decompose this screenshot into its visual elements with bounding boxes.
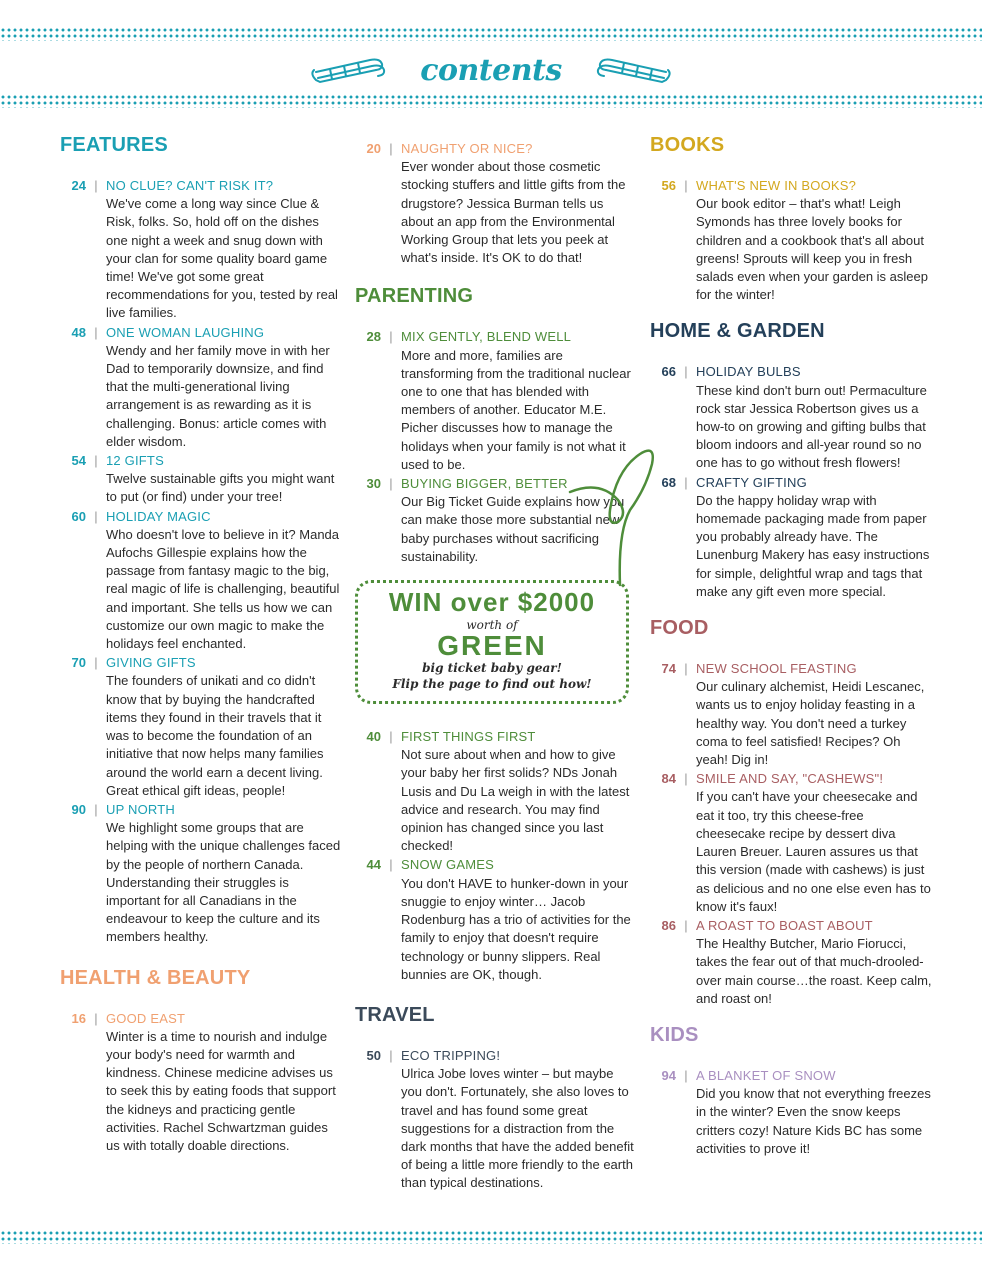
article-description: Twelve sustainable gifts you might want to put (or find) under your tree!: [106, 471, 335, 505]
toc-item[interactable]: 30 | BUYING BIGGER, BETTER Our Big Ticket Guide explains how you can make those more substantial new baby purchases without sacrificing sustainability.: [355, 475, 637, 566]
page-number: 90: [71, 801, 86, 817]
promo-subline: worth of: [466, 618, 518, 633]
page-title: contents: [420, 52, 562, 88]
page-number: 20: [366, 141, 381, 156]
column-middle: [355, 140, 637, 1207]
toc-item[interactable]: 74 | NEW SCHOOL FEASTING Our culinary alchemist, Heidi Lescanec, wants us to enjoy holiday feasting in a healthy way. You don't need a turkey coma to feel satisfied! Recipes? Oh yeah! Dig in!: [650, 660, 932, 769]
section-heading: PARENTING: [355, 285, 474, 308]
article-description: If you can't have your cheesecake and eat it too, try this cheese-free cheesecake recipe by dessert diva Lauren Breuer. Lauren assures us that this version (made with cashews) is just as delicious and no one else even has to know it's faux!: [696, 789, 931, 914]
article-title: ONE WOMAN LAUGHING: [106, 324, 265, 340]
article-title: WHAT'S NEW IN BOOKS?: [696, 178, 857, 193]
article-description: Who doesn't love to believe in it? Manda Aufochs Gillespie explains how the passage from fantasy magic to the big, real magic of life is challenging, beautiful and important. She tells us how we can customize our own magic to make the holidays feel enchanted.: [106, 526, 340, 652]
toc-item[interactable]: 56 | WHAT'S NEW IN BOOKS? Our book editor – that's what! Leigh Symonds has three lovely books for children and a cookbook that's all about greens! Sprouts will keep you in fresh salads even when your garden is asleep for the winter!: [650, 177, 932, 304]
article-description: These kind don't burn out! Permaculture rock star Jessica Robertson gives us a how-to on growing and gifting bulbs that bloom indoors and all-year round so no one has to go without fresh flowers!: [696, 382, 927, 471]
article-title: MIX GENTLY, BLEND WELL: [401, 329, 572, 345]
toc-item[interactable]: 66 | HOLIDAY BULBS These kind don't burn out! Permaculture rock star Jessica Robertson gives us a how-to on growing and gifting bulbs that bloom indoors and all-year round so no one has to go without fresh flowers!: [650, 363, 932, 472]
section-heading: HEALTH & BEAUTY: [60, 966, 251, 989]
page-number: 24: [71, 178, 86, 193]
page-number: 48: [71, 324, 86, 340]
article-description: Winter is a time to nourish and indulge your body's need for warmth and kindness. Chinese medicine advises us to seek this by eating foods that support the kidneys and practicing gentle activities. Rachel Schwartzman guides us with totally doable directions.: [106, 1028, 336, 1153]
page-number: 28: [366, 329, 381, 345]
article-title: A ROAST TO BOAST ABOUT: [696, 917, 873, 933]
section-heading: KIDS: [650, 1023, 699, 1046]
article-description: Did you know that not everything freezes in the winter? Even the snow keeps critters cozy! Nature Kids BC has some activities to prove it!: [696, 1086, 931, 1156]
article-description: The founders of unikati and co didn't know that by buying the handcrafted items they found in their travels that it was to become the foundation of an initiative that now helps many families around the world earn a decent living. Great ethical gift ideas, people!: [106, 673, 324, 798]
page-number: 74: [661, 661, 676, 677]
giveaway-promo[interactable]: [355, 580, 629, 704]
article-description: We highlight some groups that are helping with the unique challenges faced by the people of northern Canada. Understanding their struggles is important for all Canadians in the endeavour to keep the culture and its members healthy.: [106, 820, 341, 945]
toc-item[interactable]: 28 | MIX GENTLY, BLEND WELL More and more, families are transforming from the traditional nuclear one to one that has blended with members of another. Educator M.E. Picher discusses how to manage the holidays when your family is not what it used to be.: [355, 328, 637, 474]
article-title: A BLANKET OF SNOW: [696, 1067, 836, 1083]
page-number: 70: [71, 655, 86, 671]
toc-item[interactable]: 50 | ECO TRIPPING! Ulrica Jobe loves winter – but maybe you don't. Fortunately, she also loves to travel and has found some great suggestions for a distraction from the dark months that have the added benefit of being a little more friendly to the earth than typical destinations.: [355, 1047, 637, 1193]
section-parenting-continued: [355, 728, 637, 984]
section-features: [60, 134, 342, 947]
toc-item[interactable]: 24 | NO CLUE? CAN'T RISK IT? We've come a long way since Clue & Risk, folks. So, hold off on the dishes one night a week and snug down with your clan for some quality board game time! We've got some great recommendations for you, tested by real live families.: [60, 177, 342, 323]
section-health-beauty: [60, 967, 342, 1156]
page-number: 40: [366, 729, 381, 745]
section-heading: FEATURES: [60, 134, 168, 156]
article-description: We've come a long way since Clue & Risk, folks. So, hold off on the dishes one night a week and snug down with your clan for some quality board game time! We've got some great recommendations for you, tested by real live families.: [106, 196, 338, 321]
article-description: Ever wonder about those cosmetic stocking stuffers and little gifts from the drugstore? Jessica Burman tells us about an app from the Environmental Working Group that lets you peek at what's inside. It's OK to do that!: [401, 159, 626, 266]
page-number: 84: [661, 771, 676, 787]
section-heading: BOOKS: [650, 134, 725, 156]
article-title: 12 GIFTS: [106, 453, 164, 469]
toc-item[interactable]: 90 | UP NORTH We highlight some groups that are helping with the unique challenges faced by the people of northern Canada. Understanding their struggles is important for all Canadians in the endeavour to keep the culture and its members healthy.: [60, 801, 342, 947]
article-description: Our book editor – that's what! Leigh Symonds has three lovely books for children and a cookbook that's all about greens! Sprouts will keep you in fresh salads even when your garden is asleep for the winter!: [696, 196, 928, 303]
toc-item[interactable]: 60 | HOLIDAY MAGIC Who doesn't love to believe in it? Manda Aufochs Gillespie explains how the passage from fantasy magic to the big, real magic of life is challenging, beautiful and important. She tells us how we can customize our own magic to make the holidays feel enchanted.: [60, 508, 342, 654]
promo-gear: big ticket baby gear!: [422, 661, 562, 676]
article-description: Ulrica Jobe loves winter – but maybe you don't. Fortunately, she also loves to travel and has found some great suggestions for a distraction from the dark months that have the added benefit of being a little more friendly to the earth than typical destinations.: [401, 1066, 634, 1191]
toc-item[interactable]: 68 | CRAFTY GIFTING Do the happy holiday wrap with homemade packaging made from paper you probably already have. The Lunenburg Makery has easy instructions for simple, delightful wrap and tags that make any gift even more special.: [650, 474, 932, 601]
section-kids: [650, 1024, 932, 1158]
top-dotted-border: [0, 27, 982, 41]
toc-item[interactable]: 20 | NAUGHTY OR NICE? Ever wonder about those cosmetic stocking stuffers and little gifts from the drugstore? Jessica Burman tells us about an app from the Environmental Working Group that lets you peek at what's inside. It's OK to do that!: [355, 140, 637, 267]
article-description: Our Big Ticket Guide explains how you can make those more substantial new baby purchases without sacrificing sustainability.: [401, 494, 625, 564]
article-title: BUYING BIGGER, BETTER: [401, 476, 568, 492]
article-title: SMILE AND SAY, "CASHEWS"!: [696, 771, 884, 787]
header-dotted-border: [0, 94, 982, 108]
page-number: 16: [71, 1010, 86, 1026]
page-number: 60: [71, 508, 86, 524]
article-title: UP NORTH: [106, 801, 176, 817]
article-description: Wendy and her family move in with her Dad to temporarily downsize, and find that the multi-generational living arrangement is as rewarding as it is challenging. Bonus: article comes with elder wisdom.: [106, 342, 330, 449]
page-number: 68: [661, 474, 676, 490]
toc-item[interactable]: 54 | 12 GIFTS Twelve sustainable gifts you might want to put (or find) under your tree!: [60, 452, 342, 507]
masthead: [0, 46, 982, 94]
article-title: FIRST THINGS FIRST: [401, 729, 536, 745]
section-books: [650, 134, 932, 304]
page-number: 30: [366, 476, 381, 492]
article-title: HOLIDAY BULBS: [696, 364, 801, 380]
article-description: Do the happy holiday wrap with homemade packaging made from paper you probably already have. The Lunenburg Makery has easy instructions for simple, delightful wrap and tags that make any gift even more special.: [696, 492, 930, 599]
section-continued: [355, 140, 637, 267]
article-description: The Healthy Butcher, Mario Fiorucci, takes the fear out of that much-drooled-over main course…the roast. Keep calm, and roast on!: [696, 936, 932, 1006]
promo-cta: Flip the page to find out how!: [392, 677, 592, 692]
article-title: ECO TRIPPING!: [401, 1047, 501, 1063]
sled-left-icon: [310, 52, 390, 88]
page-number: 94: [661, 1067, 676, 1083]
article-title: GOOD EAST: [106, 1010, 186, 1026]
article-title: CRAFTY GIFTING: [696, 474, 807, 490]
bottom-dotted-border: [0, 1230, 982, 1244]
toc-item[interactable]: 84 | SMILE AND SAY, "CASHEWS"! If you can't have your cheesecake and eat it too, try this cheese-free cheesecake recipe by dessert diva Lauren Breuer. Lauren assures us that this version (made with cashews) is just as delicious and no one else even has to know it's faux!: [650, 770, 932, 916]
toc-item[interactable]: 70 | GIVING GIFTS The founders of unikati and co didn't know that by buying the handcrafted items they found in their travels that it was to become the foundation of an initiative that now helps many families around the world earn a decent living. Great ethical gift ideas, people!: [60, 654, 342, 800]
toc-item[interactable]: 86 | A ROAST TO BOAST ABOUT The Healthy Butcher, Mario Fiorucci, takes the fear out of that much-drooled-over main course…the roast. Keep calm, and roast on!: [650, 917, 932, 1008]
article-title: NAUGHTY OR NICE?: [401, 141, 533, 156]
toc-item[interactable]: 94 | A BLANKET OF SNOW Did you know that not everything freezes in the winter? Even the snow keeps critters cozy! Nature Kids BC has some activities to prove it!: [650, 1067, 932, 1158]
section-heading: FOOD: [650, 617, 709, 640]
article-title: SNOW GAMES: [401, 857, 495, 873]
promo-headline: WIN over $2000: [388, 587, 596, 618]
article-title: GIVING GIFTS: [106, 655, 196, 671]
toc-item[interactable]: 48 | ONE WOMAN LAUGHING Wendy and her family move in with her Dad to temporarily downsize, and find that the multi-generational living arrangement is as rewarding as it is challenging. Bonus: article comes with elder wisdom.: [60, 324, 342, 451]
page-number: 56: [661, 178, 676, 193]
section-home-garden: [650, 320, 932, 601]
article-description: Our culinary alchemist, Heidi Lescanec, wants us to enjoy holiday feasting in a healthy way. You don't need a turkey coma to feel satisfied! Recipes? Oh yeah! Dig in!: [696, 679, 925, 768]
sled-right-icon: [592, 52, 672, 88]
column-left: [60, 134, 342, 1169]
article-title: NO CLUE? CAN'T RISK IT?: [106, 178, 274, 193]
page-number: 54: [71, 453, 86, 469]
section-food: [650, 617, 932, 1008]
page-number: 44: [366, 857, 381, 873]
section-heading: TRAVEL: [355, 1003, 435, 1026]
article-description: Not sure about when and how to give your baby her first solids? NDs Jonah Lusis and Du La weigh in with the latest advice and research. You may find opinion has changed since you last checked!: [401, 747, 630, 854]
page-number: 66: [661, 364, 676, 380]
section-travel: [355, 1004, 637, 1193]
toc-item[interactable]: 40 | FIRST THINGS FIRST Not sure about when and how to give your baby her first solids? NDs Jonah Lusis and Du La weigh in with the latest advice and research. You may find opinion has changed since you last checked!: [355, 728, 637, 855]
article-description: More and more, families are transforming from the traditional nuclear one to one that has blended with members of another. Educator M.E. Picher discusses how to manage the holidays when your family is not what it used to be.: [401, 347, 631, 472]
page-number: 86: [661, 917, 676, 933]
toc-item[interactable]: 44 | SNOW GAMES You don't HAVE to hunker-down in your snuggie to enjoy winter… Jacob Rodenburg has a trio of activities for the family to enjoy that doesn't require technology or bunny slippers. Real bunnies are OK, though.: [355, 856, 637, 983]
article-description: You don't HAVE to hunker-down in your snuggie to enjoy winter… Jacob Rodenburg has a trio of activities for the family to enjoy that doesn't require technology or bunny slippers. Real bunnies are OK, though.: [401, 875, 631, 982]
section-heading: HOME & GARDEN: [650, 320, 825, 343]
promo-green: GREEN: [437, 630, 547, 662]
page-number: 50: [366, 1047, 381, 1063]
article-title: NEW SCHOOL FEASTING: [696, 661, 857, 677]
article-title: HOLIDAY MAGIC: [106, 508, 211, 524]
toc-item[interactable]: 16 | GOOD EAST Winter is a time to nourish and indulge your body's need for warmth and kindness. Chinese medicine advises us to seek this by eating foods that support the kidneys and practicing gentle activities. Rachel Schwartzman guides us with totally doable directions.: [60, 1010, 342, 1156]
column-right: [650, 134, 932, 1172]
